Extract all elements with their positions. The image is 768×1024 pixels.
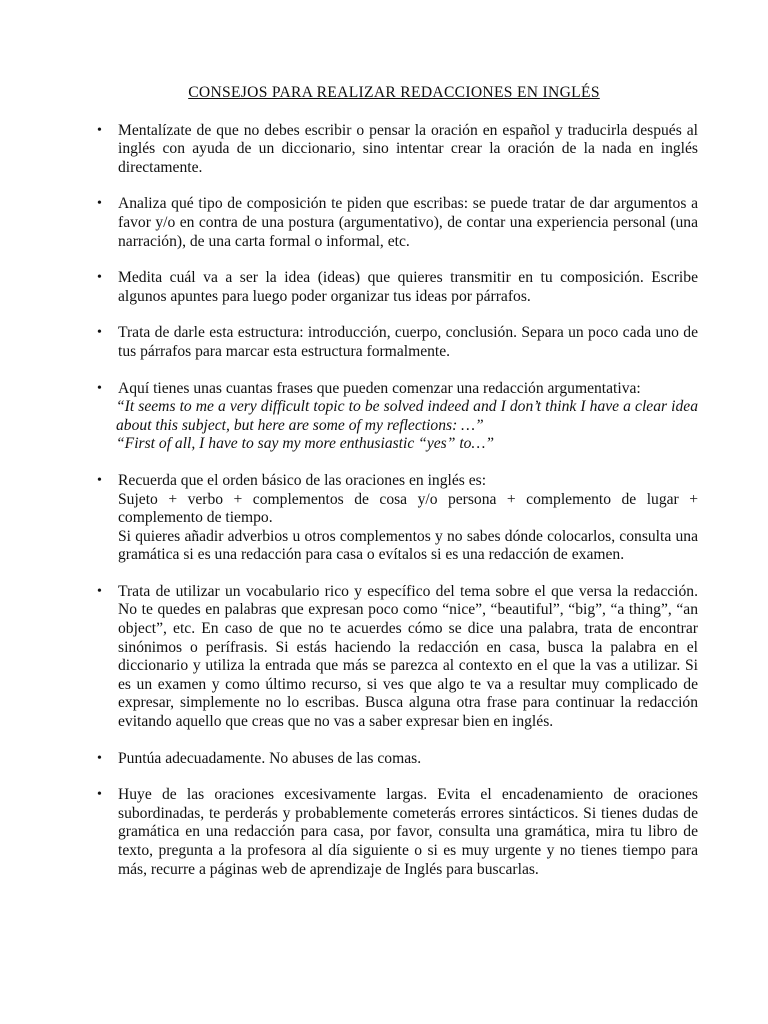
item-text: Aquí tienes unas cuantas frases que pueden comenzar una redacción argumentativa: xyxy=(118,379,641,397)
sentence-structure-text: Sujeto + verbo + complementos de cosa y/o persona + complemento de lugar + complemento de tiempo. xyxy=(118,490,698,527)
list-item xyxy=(70,750,698,769)
bullet-icon: • xyxy=(97,325,102,341)
item-text: Analiza qué tipo de composición te piden que escribas: se puede tratar de dar argumentos a favor y/o en contra de una postura (argumentativo), de contar una experiencia personal (una narración), de una carta formal o informal, etc. xyxy=(118,195,698,250)
list-item xyxy=(70,122,698,178)
bullet-icon: • xyxy=(97,380,102,396)
bullet-icon: • xyxy=(97,583,102,599)
example-quote: “First of all, I have to say my more enthusiastic “yes” to…” xyxy=(116,435,494,453)
bullet-icon: • xyxy=(97,196,102,212)
adverbs-note-text: Si quieres añadir adverbios u otros complementos y no sabes dónde colocarlos, consulta una gramática si es una redacción para casa o evítalos si es una redacción de examen. xyxy=(118,527,698,564)
example-quote: “It seems to me a very difficult topic to be solved indeed and I don’t think I have a clear idea about this subject, but here are some of my reflections: …” xyxy=(116,398,698,434)
list-item xyxy=(70,786,698,879)
list-item xyxy=(70,380,698,454)
bullet-icon: • xyxy=(97,122,102,138)
item-text: Mentalízate de que no debes escribir o pensar la oración en español y traducirla después al inglés con ayuda de un diccionario, sino intentar crear la oración de la nada en inglés directamente. xyxy=(118,121,698,176)
bullet-icon: • xyxy=(97,787,102,803)
item-text: Trata de utilizar un vocabulario rico y específico del tema sobre el que versa la redacción. No te quedes en palabras que expresan poco como “nice”, “beautiful”, “big”, “a thing”, “an object”, etc. En caso de que no te acuerdes cómo se dice una palabra, trata de encontrar sinónimos o perífrasis. Si estás haciendo la redacción en casa, busca la palabra en el diccionario y utiliza la entrada que más se parezca al contexto en el que la vas a utilizar. Si es un examen y como último recurso, si ves que algo te va a resultar muy complicado de expresar, simplemente no lo escribas. Busca alguna otra frase para continuar la redacción evitando aquello que creas que no vas a saber expresar bien en inglés. xyxy=(118,582,698,731)
list-item xyxy=(70,324,698,361)
list-item xyxy=(70,195,698,251)
item-text: Trata de darle esta estructura: introducción, cuerpo, conclusión. Separa un poco cada uno de tus párrafos para marcar esta estructura formalmente. xyxy=(118,324,698,360)
item-text: Puntúa adecuadamente. No abuses de las comas. xyxy=(118,749,422,767)
tips-list xyxy=(70,122,698,880)
list-item xyxy=(70,472,698,565)
page-title: CONSEJOS PARA REALIZAR REDACCIONES EN INGLÉS xyxy=(188,84,600,101)
item-text: Medita cuál va a ser la idea (ideas) que quieres transmitir en tu composición. Escribe algunos apuntes para luego poder organizar tus ideas por párrafos. xyxy=(118,269,698,305)
list-item xyxy=(70,583,698,732)
list-item xyxy=(70,269,698,306)
bullet-icon: • xyxy=(97,750,102,766)
bullet-icon: • xyxy=(97,472,102,488)
item-text: Huye de las oraciones excesivamente largas. Evita el encadenamiento de oraciones subordinadas, te perderás y probablemente cometerás errores sintácticos. Si tienes dudas de gramática en una redacción para casa, por favor, consulta una gramática, mira tu libro de texto, pregunta a la profesora al día siguiente o si es muy urgente y no tienes tiempo para más, recurre a páginas web de aprendizaje de Inglés para buscarlas. xyxy=(118,786,698,878)
item-text: Recuerda que el orden básico de las oraciones en inglés es: xyxy=(118,471,487,489)
bullet-icon: • xyxy=(97,270,102,286)
